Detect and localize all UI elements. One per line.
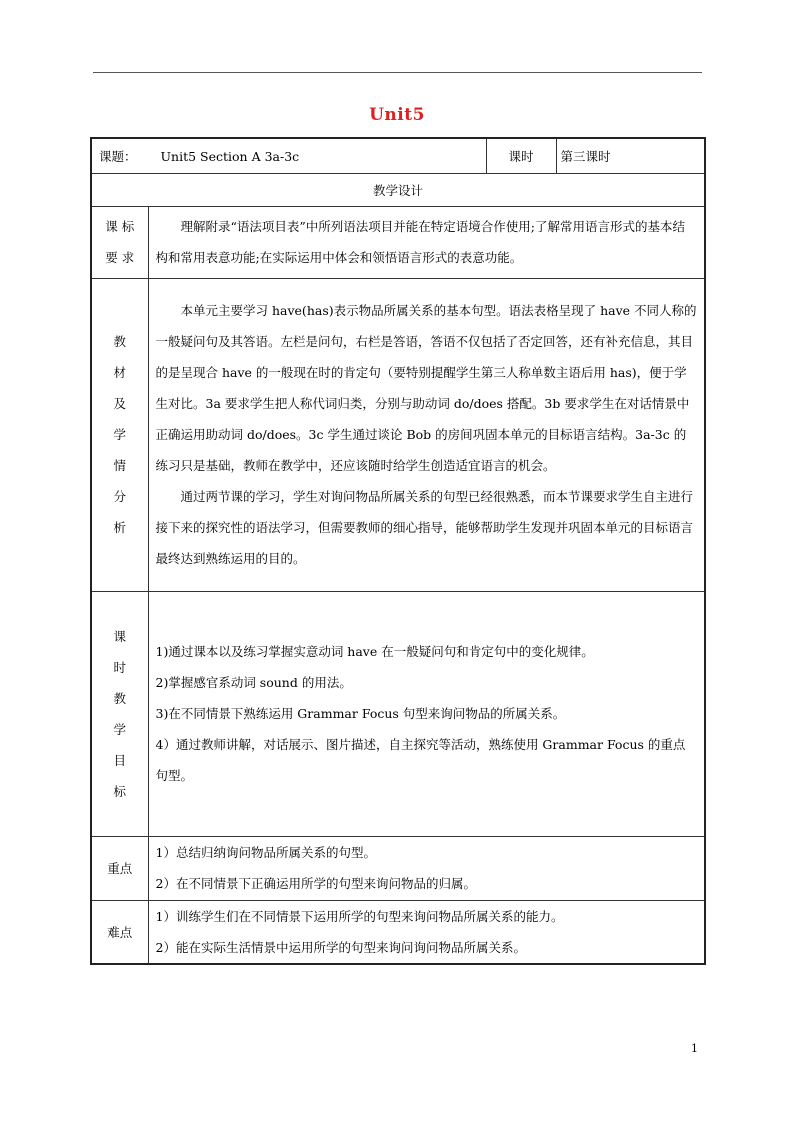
difficulties-text-cell [148,900,705,964]
header-row [91,138,705,173]
analysis-label-char: 析 [113,520,126,535]
period-value: 第三课时 [556,138,705,173]
objectives-label-char: 教 [113,690,126,706]
topic-label: 课题： [99,148,137,164]
topic-value: Unit5 Section A 3a-3c [160,148,300,164]
objective-item: 2)掌握感官系动词 sound 的用法。 [155,675,352,690]
analysis-label-char: 教 [113,334,126,349]
analysis-label [91,278,148,591]
section-title: 教学设计 [91,173,705,206]
document-title: Unit5 [369,105,425,125]
objectives-label-char: 时 [113,659,126,675]
topic-cell [91,138,486,173]
analysis-paragraph: 通过两节课的学习，学生对询问物品所属关系的句型已经很熟悉，而本节课要求学生自主进行接下来的探究性的语法学习，但需要教师的细心指导，能够帮助学生发现并巩固本单元的目标语言最终达到熟练运用的目的。 [155,489,694,566]
objectives-text-cell [148,591,705,836]
difficulties-row [91,900,705,964]
objective-item: 4）通过教师讲解，对话展示、图片描述，自主探究等活动，熟练使用 Grammar Focus 的重点句型。 [155,737,686,783]
curriculum-label-line: 要 求 [105,250,135,265]
difficulties-label: 难点 [91,900,148,964]
analysis-label-char: 及 [113,396,126,411]
key-point-item: 2）在不同情景下正确运用所学的句型来询问物品的归属。 [155,876,476,891]
objectives-label-char: 学 [113,721,126,737]
objectives-label-char: 标 [113,783,126,799]
curriculum-text: 理解附录“语法项目表”中所列语法项目并能在特定语境合作使用;了解常用语言形式的基本结构和常用表意功能;在实际运用中体会和领悟语言形式的表意功能。 [155,219,685,265]
page-number: 1 [691,1042,698,1055]
curriculum-row [91,206,705,278]
objectives-label-char: 目 [113,752,126,768]
curriculum-label-line: 课 标 [105,219,135,234]
analysis-label-char: 分 [113,489,126,504]
analysis-label-char: 学 [113,427,126,442]
lesson-plan-table [90,137,706,965]
period-label: 课时 [486,138,556,173]
objectives-label [91,591,148,836]
section-title-row [91,173,705,206]
analysis-label-char: 情 [113,458,126,473]
analysis-label-char: 材 [113,365,126,380]
key-points-text-cell [148,836,705,900]
key-point-item: 1）总结归纳询问物品所属关系的句型。 [155,845,376,860]
key-points-row [91,836,705,900]
analysis-row [91,278,705,591]
curriculum-label [91,206,148,278]
objective-item: 1)通过课本以及练习掌握实意动词 have 在一般疑问句和肯定句中的变化规律。 [155,644,594,659]
difficulty-item: 2）能在实际生活情景中运用所学的句型来询问询问物品所属关系。 [155,939,526,955]
objectives-label-char: 课 [113,628,126,644]
key-points-label: 重点 [91,836,148,900]
objectives-row [91,591,705,836]
curriculum-text-cell [148,206,705,278]
difficulty-item: 1）训练学生们在不同情景下运用所学的句型来询问物品所属关系的能力。 [155,908,564,924]
analysis-paragraph: 本单元主要学习 have(has)表示物品所属关系的基本句型。语法表格呈现了 have 不同人称的一般疑问句及其答语。左栏是问句，右栏是答语，答语不仅包括了否定回答，还有补充信息，其目的是呈现合 have 的一般现在时的肯定句（要特别提醒学生第三人称单数主语后用 has)，便于学生对比。3a 要求学生把人称代词归类，分别与助动词 do/does 搭配。3b 要求学生在对话情景中正确运用助动词 do/does。3c 学生通过谈论 Bob 的房间巩固本单元的目标语言结构。3a-3c 的练习只是基础，教师在教学中，还应该随时给学生创造适宜语言的机会。 [155,303,697,473]
analysis-text-cell [148,278,705,591]
header-rule [93,72,702,73]
objective-item: 3)在不同情景下熟练运用 Grammar Focus 句型来询问物品的所属关系。 [155,706,566,721]
